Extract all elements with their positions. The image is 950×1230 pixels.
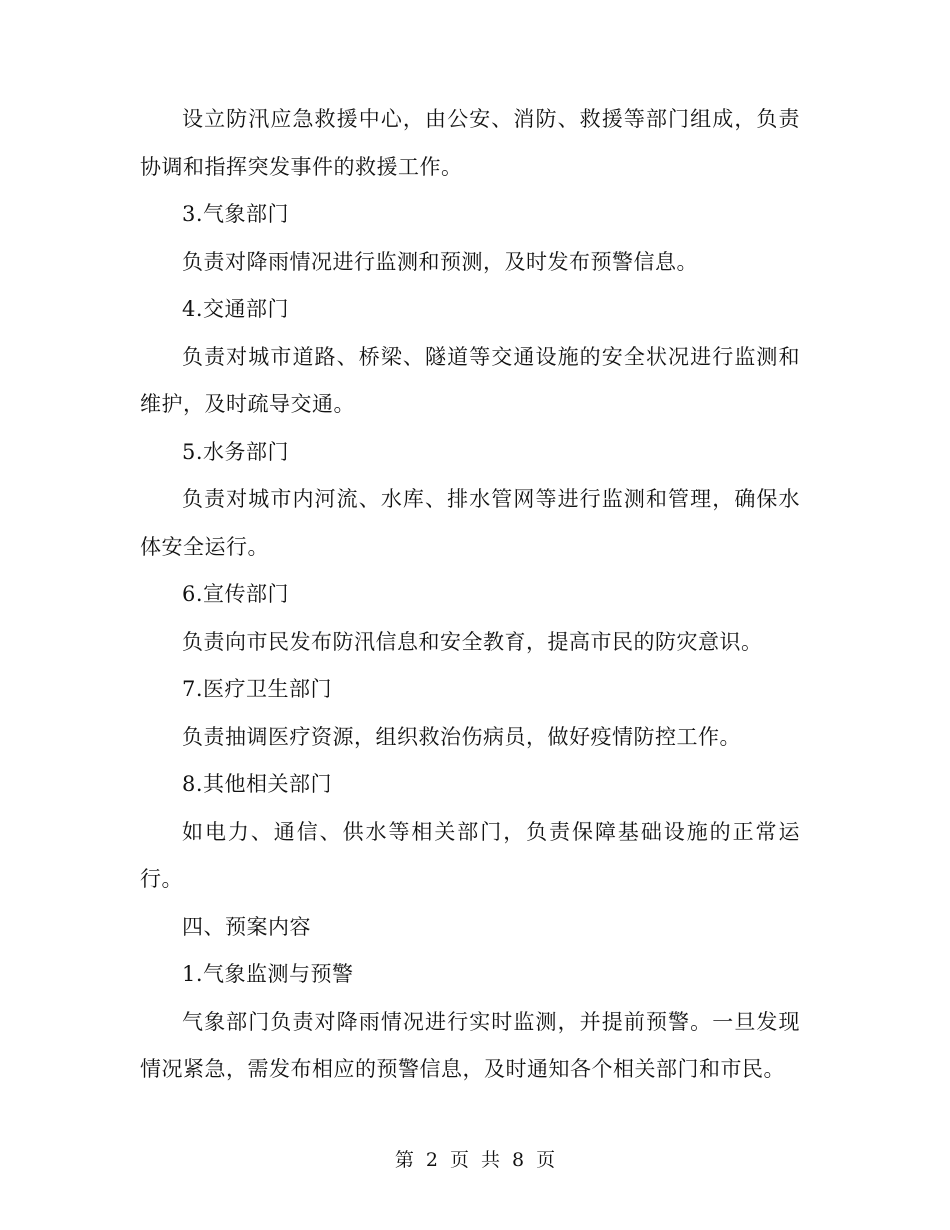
- paragraph-water-duty: 负责对城市内河流、水库、排水管网等进行监测和管理，确保水体安全运行。: [140, 487, 800, 559]
- heading-water-dept: 5.水务部门: [182, 439, 290, 464]
- heading-meteorology-dept: 3.气象部门: [182, 202, 290, 226]
- paragraph-other-duty: 如电力、通信、供水等相关部门，负责保障基础设施的正常运行。: [140, 819, 800, 891]
- heading-weather-monitoring: 1.气象监测与预警: [182, 962, 354, 986]
- paragraph-transport-duty: 负责对城市道路、桥梁、隧道等交通设施的安全状况进行监测和维护，及时疏导交通。: [140, 344, 800, 416]
- heading-publicity-dept: 6.宣传部门: [182, 582, 290, 606]
- heading-transport-dept: 4.交通部门: [182, 297, 290, 321]
- paragraph-rescue-center: 设立防汛应急救援中心，由公安、消防、救援等部门组成，负责协调和指挥突发事件的救援工作。: [140, 107, 800, 179]
- paragraph-publicity-duty: 负责向市民发布防汛信息和安全教育，提高市民的防灾意识。: [182, 629, 763, 654]
- section-heading-plan-content: 四、预案内容: [182, 914, 311, 939]
- paragraph-weather-monitoring: 气象部门负责对降雨情况进行实时监测，并提前预警。一旦发现情况紧急，需发布相应的预警信息，及时通知各个相关部门和市民。: [140, 1009, 800, 1081]
- document-body: [140, 96, 800, 1094]
- paragraph-meteorology-duty: 负责对降雨情况进行监测和预测，及时发布预警信息。: [182, 249, 698, 274]
- page-number-footer: 第 2 页 共 8 页: [394, 1149, 556, 1171]
- heading-other-depts: 8.其他相关部门: [182, 772, 333, 796]
- heading-medical-dept: 7.医疗卫生部门: [182, 677, 333, 701]
- paragraph-medical-duty: 负责抽调医疗资源，组织救治伤病员，做好疫情防控工作。: [182, 724, 741, 749]
